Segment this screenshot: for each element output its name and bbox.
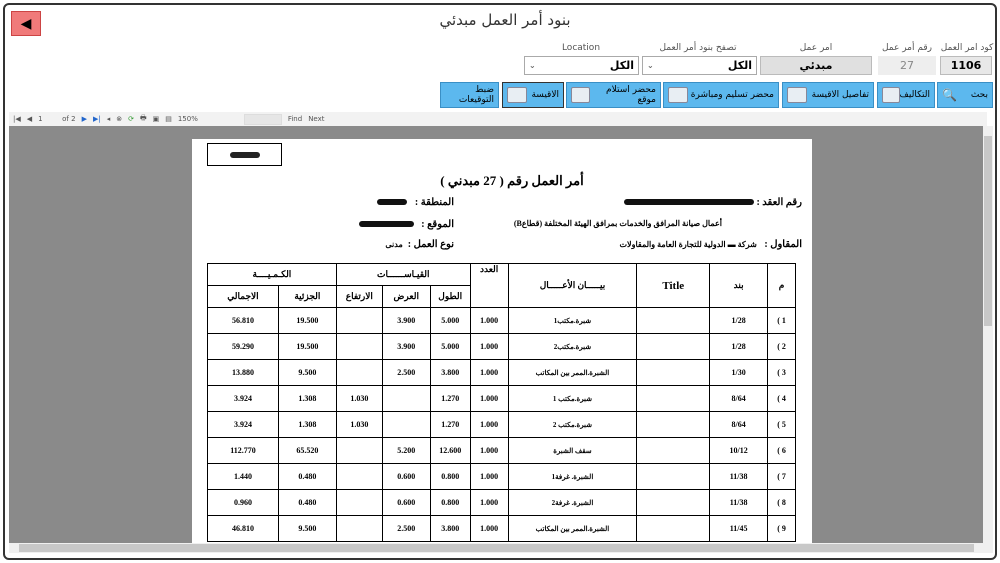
order-label: امر عمل	[799, 43, 833, 53]
cell-title	[637, 490, 710, 516]
table-row	[208, 438, 796, 464]
cell-count: 1.000	[470, 308, 508, 334]
num-label: رقم أمر عمل	[881, 43, 933, 53]
cell-total: 46.810	[208, 516, 279, 542]
cell-title	[637, 360, 710, 386]
cell-title	[637, 438, 710, 464]
cell-item: 1/28	[710, 334, 768, 360]
cell-m: 7 )	[768, 464, 796, 490]
contract-number: رقم العقد :	[624, 197, 802, 208]
table-row	[208, 386, 796, 412]
col-length: الطول	[430, 286, 470, 308]
col-measures: القيـاســــــات	[336, 264, 470, 286]
site: الموقع :	[359, 219, 454, 230]
measures-label: الاقيسة	[531, 90, 559, 100]
cell-item: 11/45	[710, 516, 768, 542]
cell-count: 1.000	[470, 464, 508, 490]
magnifier-icon: 🔍	[942, 88, 957, 102]
cell-length: 5.000	[430, 308, 470, 334]
printer-icon	[668, 87, 688, 103]
report-title: أمر العمل رقم ( 27 مبدني )	[440, 173, 584, 188]
printer-icon	[507, 87, 527, 103]
page-title: بنود أمر العمل مبدئي	[439, 11, 571, 29]
back-icon[interactable]: ◂	[106, 115, 111, 123]
handover-report-label: محضر تسليم ومباشرة	[690, 90, 774, 100]
cell-partial: 19.500	[278, 308, 336, 334]
code-label: كود امر العمل	[940, 43, 994, 53]
page-input[interactable]: 1	[38, 115, 43, 123]
cell-length: 3.800	[430, 360, 470, 386]
cell-desc: الشبرة. غرفة1	[508, 464, 637, 490]
cell-desc: سقف الشبرة	[508, 438, 637, 464]
cell-height	[336, 438, 382, 464]
cell-desc: الشبرة.الممر بين المكاتب	[508, 516, 637, 542]
cell-m: 9 )	[768, 516, 796, 542]
printer-icon	[571, 87, 590, 103]
window	[3, 3, 997, 560]
cell-title	[637, 334, 710, 360]
table-row	[208, 516, 796, 542]
cell-desc: الشبرة.الممر بين المكاتب	[508, 360, 637, 386]
browse-label: تصفح بنود أمر العمل	[659, 43, 737, 53]
back-arrow-icon: ◀	[20, 15, 32, 32]
printer-icon	[787, 87, 807, 103]
costs-label: التكاليف	[899, 90, 930, 100]
cell-partial: 1.308	[278, 412, 336, 438]
col-item: بند	[710, 264, 768, 308]
refresh-icon[interactable]: ⟳	[128, 115, 134, 123]
cell-width: 3.900	[382, 308, 430, 334]
print-layout-icon[interactable]: ▣	[152, 115, 160, 123]
report-toolbar	[9, 112, 987, 126]
cell-item: 8/64	[710, 412, 768, 438]
horizontal-scrollbar[interactable]	[9, 543, 993, 553]
cell-item: 8/64	[710, 386, 768, 412]
browse-value: الكل	[727, 59, 752, 72]
cell-count: 1.000	[470, 490, 508, 516]
cell-title	[637, 386, 710, 412]
cell-height: 1.030	[336, 386, 382, 412]
site-receipt-button[interactable]	[566, 82, 661, 108]
last-page-icon[interactable]: ▶|	[92, 115, 101, 123]
cell-partial: 9.500	[278, 516, 336, 542]
handover-report-button[interactable]	[663, 82, 779, 108]
cell-width: 2.500	[382, 360, 430, 386]
table-row	[208, 308, 796, 334]
col-count: العدد	[470, 264, 508, 308]
page-count: of 2	[62, 115, 76, 123]
code-field[interactable]: 1106	[940, 56, 992, 75]
cell-count: 1.000	[470, 438, 508, 464]
cell-desc: شبرة.مكتب 2	[508, 412, 637, 438]
cell-length: 0.800	[430, 464, 470, 490]
cell-partial: 19.500	[278, 334, 336, 360]
cell-height	[336, 516, 382, 542]
cell-length: 1.270	[430, 412, 470, 438]
zoom-select[interactable]: 150%	[177, 115, 198, 123]
cell-width	[382, 412, 430, 438]
cell-width: 0.600	[382, 464, 430, 490]
cell-m: 4 )	[768, 386, 796, 412]
items-table	[207, 263, 796, 542]
cell-total: 3.924	[208, 412, 279, 438]
col-width: العرض	[382, 286, 430, 308]
cell-m: 1 )	[768, 308, 796, 334]
measures-button[interactable]	[502, 82, 564, 108]
col-m: م	[768, 264, 796, 308]
cell-total: 112.770	[208, 438, 279, 464]
cell-m: 8 )	[768, 490, 796, 516]
first-page-icon[interactable]: |◀	[13, 115, 21, 123]
cell-height: 1.030	[336, 412, 382, 438]
cell-item: 11/38	[710, 464, 768, 490]
next-link[interactable]: Next	[308, 115, 325, 123]
cell-length: 1.270	[430, 386, 470, 412]
vertical-scrollbar[interactable]	[983, 126, 993, 543]
logo-box	[207, 143, 282, 166]
region: المنطقة :	[377, 197, 454, 208]
cell-width: 2.500	[382, 516, 430, 542]
table-row	[208, 490, 796, 516]
search-label: بحث	[970, 90, 988, 100]
cell-width: 0.600	[382, 490, 430, 516]
col-partial: الجزئية	[278, 286, 336, 308]
table-row	[208, 464, 796, 490]
cell-count: 1.000	[470, 412, 508, 438]
cell-length: 12.600	[430, 438, 470, 464]
cell-height	[336, 360, 382, 386]
cell-m: 2 )	[768, 334, 796, 360]
cell-count: 1.000	[470, 516, 508, 542]
back-button[interactable]	[11, 11, 41, 36]
cell-desc: شبرة.مكتب2	[508, 334, 637, 360]
report-viewer	[9, 126, 983, 543]
page-setup-icon[interactable]: ▤	[165, 115, 172, 123]
col-total: الاجمالي	[208, 286, 279, 308]
cell-item: 1/30	[710, 360, 768, 386]
cell-desc: الشبرة. غرفة2	[508, 490, 637, 516]
cell-title	[637, 516, 710, 542]
cell-partial: 0.480	[278, 490, 336, 516]
cell-count: 1.000	[470, 386, 508, 412]
cell-desc: شبرة.مكتب 1	[508, 386, 637, 412]
cell-length: 5.000	[430, 334, 470, 360]
cell-m: 6 )	[768, 438, 796, 464]
site-receipt-label: محضر استلام موقع	[606, 85, 656, 105]
print-icon[interactable]: 🖶	[139, 113, 147, 122]
cell-title	[637, 308, 710, 334]
signatures-label: ضبط التوقيعات	[458, 85, 494, 105]
cell-item: 10/12	[710, 438, 768, 464]
cell-partial: 1.308	[278, 386, 336, 412]
order-field[interactable]: مبدئي	[760, 56, 872, 75]
next-page-icon[interactable]: ▶	[81, 115, 87, 123]
chevron-down-icon: ⌄	[647, 61, 654, 70]
num-field: 27	[878, 56, 936, 75]
location-value: الكل	[609, 59, 634, 72]
stop-icon[interactable]: ⊗	[116, 115, 123, 123]
location-label: Location	[561, 43, 601, 53]
cell-length: 0.800	[430, 490, 470, 516]
cell-count: 1.000	[470, 360, 508, 386]
cell-total: 3.924	[208, 386, 279, 412]
cell-width: 3.900	[382, 334, 430, 360]
cell-length: 3.800	[430, 516, 470, 542]
signatures-button[interactable]	[440, 82, 499, 108]
col-desc: بيـــــان الأعـــــال	[508, 264, 637, 308]
col-qty: الكـمـيــــة	[208, 264, 337, 286]
cell-height	[336, 490, 382, 516]
work-description: أعمال صيانة المرافق والخدمات بمرافق الهيئة المختلفة (قطاعB)	[513, 219, 722, 228]
printer-icon	[882, 87, 900, 103]
table-row	[208, 334, 796, 360]
cell-count: 1.000	[470, 334, 508, 360]
cell-height	[336, 308, 382, 334]
cell-total: 59.290	[208, 334, 279, 360]
measure-details-label: تفاصيل الاقيسة	[811, 90, 869, 100]
cell-desc: شبرة.مكتب1	[508, 308, 637, 334]
find-link[interactable]: Find	[287, 115, 303, 123]
cell-height	[336, 334, 382, 360]
cell-partial: 0.480	[278, 464, 336, 490]
find-input[interactable]	[244, 114, 282, 125]
table-row	[208, 360, 796, 386]
cell-total: 13.880	[208, 360, 279, 386]
prev-page-icon[interactable]: ◀	[26, 115, 33, 123]
cell-partial: 65.520	[278, 438, 336, 464]
search-button[interactable]	[937, 82, 993, 108]
cell-total: 0.960	[208, 490, 279, 516]
work-type: نوع العمل : مدنى	[385, 239, 454, 250]
table-row	[208, 412, 796, 438]
location-select[interactable]	[524, 56, 639, 75]
cell-width: 5.200	[382, 438, 430, 464]
contractor: المقاول : شركة ▬ الدولية للتجارة العامة والمقاولات	[619, 239, 802, 250]
cell-width	[382, 386, 430, 412]
cell-title	[637, 464, 710, 490]
cell-partial: 9.500	[278, 360, 336, 386]
report-page	[192, 139, 812, 543]
cell-m: 3 )	[768, 360, 796, 386]
costs-button[interactable]	[877, 82, 935, 108]
cell-total: 56.810	[208, 308, 279, 334]
chevron-down-icon: ⌄	[529, 61, 536, 70]
measure-details-button[interactable]	[782, 82, 874, 108]
cell-title	[637, 412, 710, 438]
cell-m: 5 )	[768, 412, 796, 438]
col-title: Title	[637, 264, 710, 308]
browse-select[interactable]	[642, 56, 757, 75]
cell-item: 11/38	[710, 490, 768, 516]
cell-total: 1.440	[208, 464, 279, 490]
cell-height	[336, 464, 382, 490]
col-height: الارتفاع	[336, 286, 382, 308]
cell-item: 1/28	[710, 308, 768, 334]
